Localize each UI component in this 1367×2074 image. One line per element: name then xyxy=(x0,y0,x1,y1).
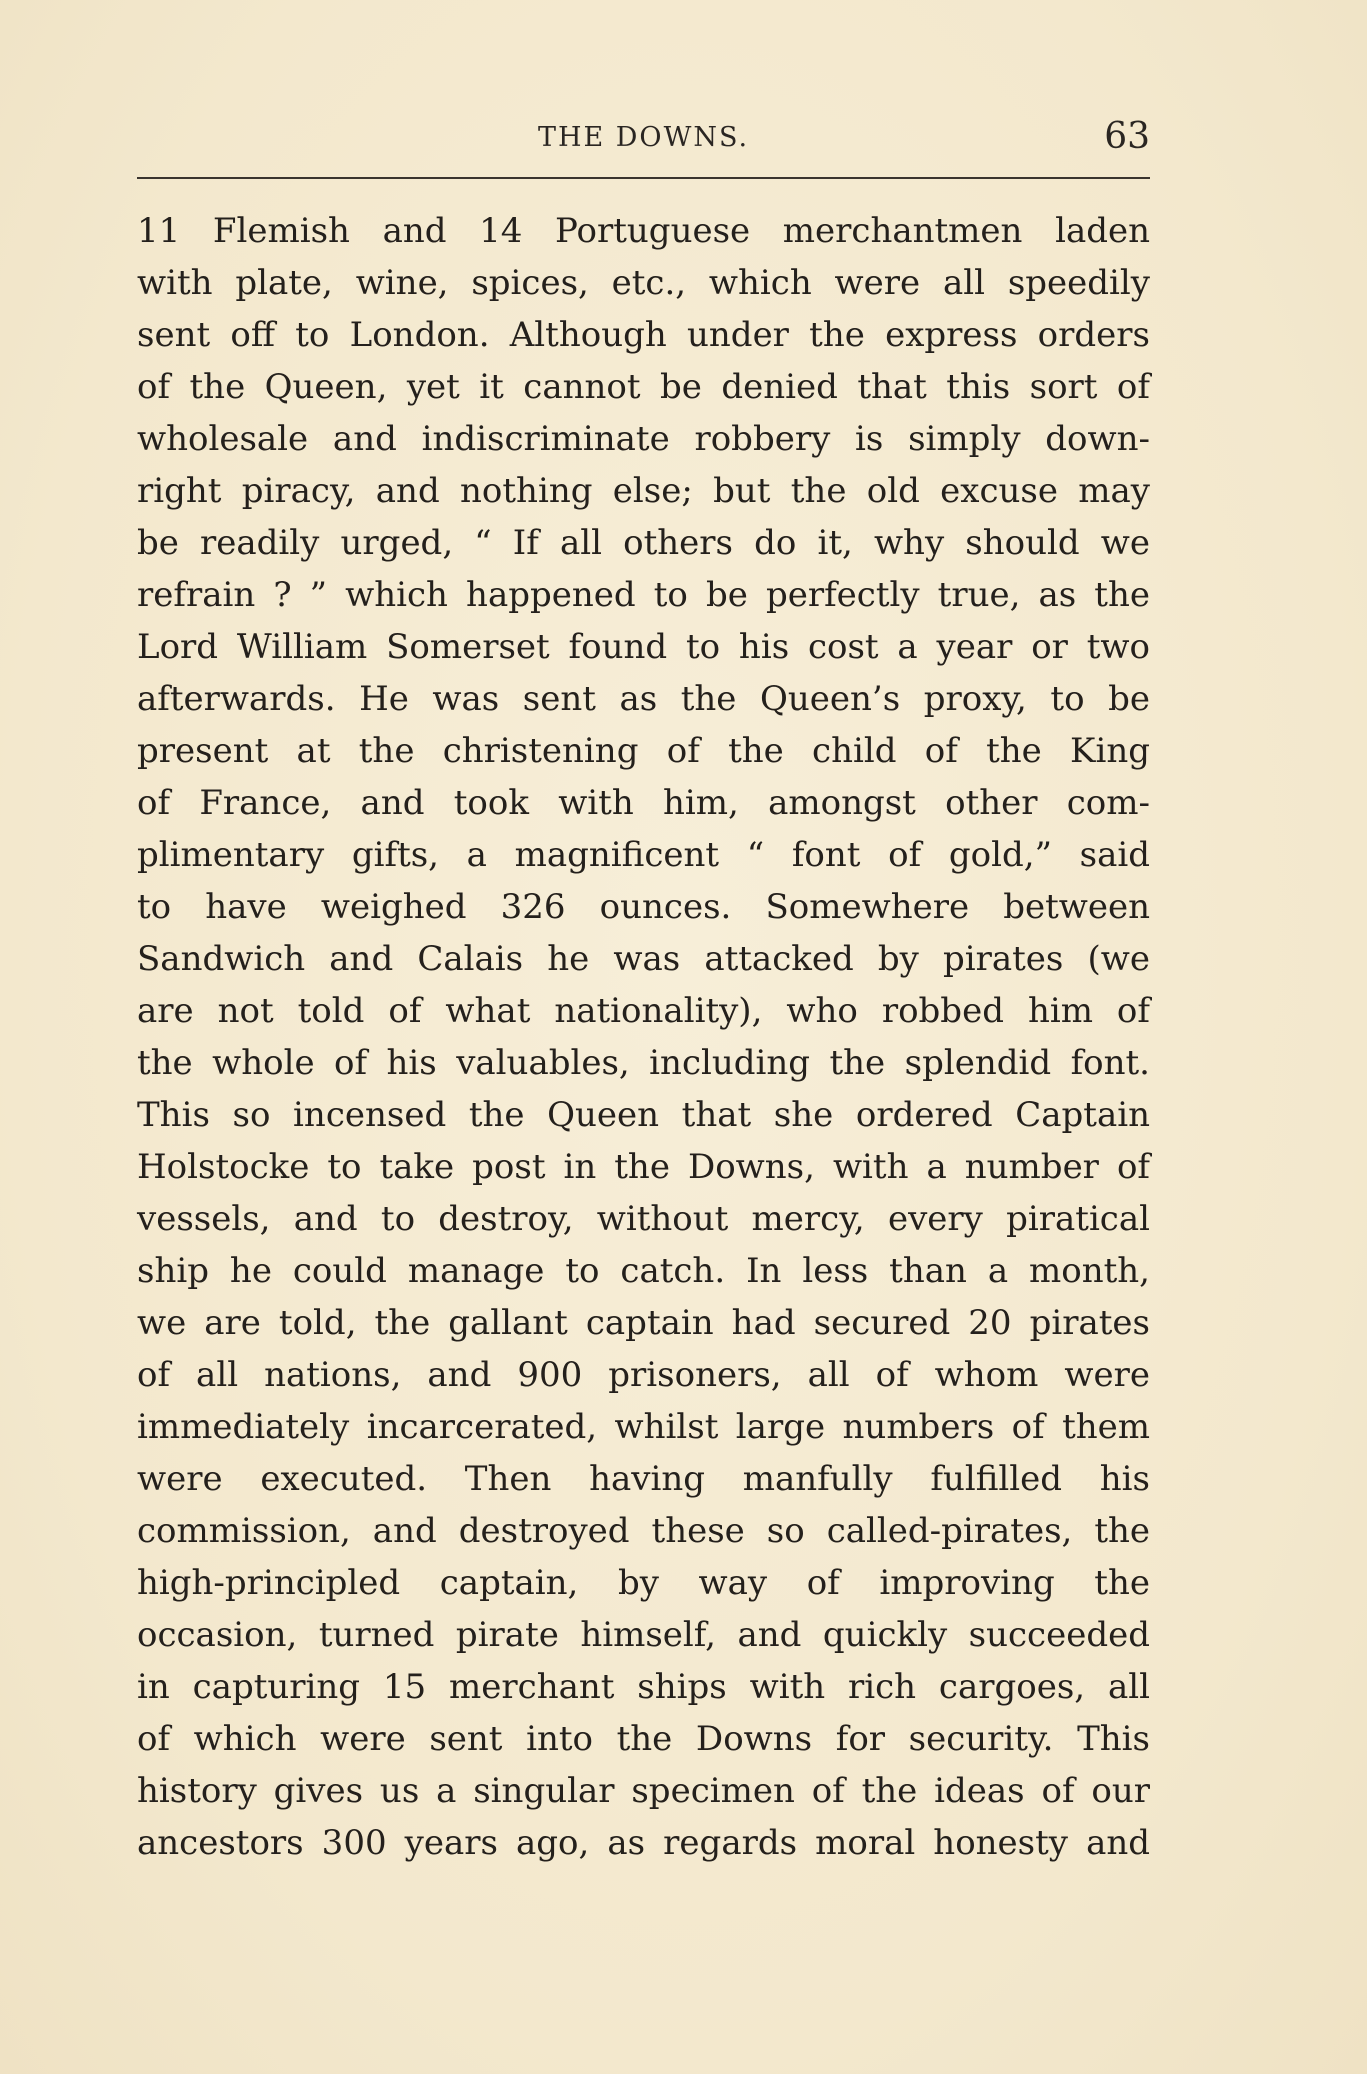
text-line: 11 Flemish and 14 Portuguese merchantmen laden xyxy=(137,211,1150,251)
text-line: commission, and destroyed these so called-pirates, the xyxy=(137,1511,1150,1551)
text-line: were executed. Then having manfully fulfilled his xyxy=(137,1459,1150,1499)
text-line: to have weighed 326 ounces. Somewhere between xyxy=(137,887,1150,927)
text-line: history gives us a singular specimen of the ideas of our xyxy=(137,1771,1150,1811)
running-head xyxy=(137,112,1150,172)
text-line: we are told, the gallant captain had secured 20 pirates xyxy=(137,1303,1150,1343)
text-line: vessels, and to destroy, without mercy, every piratical xyxy=(137,1199,1150,1239)
text-line: ancestors 300 years ago, as regards moral honesty and xyxy=(137,1823,1150,1863)
text-line: are not told of what nationality), who robbed him of xyxy=(137,991,1150,1031)
header-rule xyxy=(137,177,1150,179)
text-line: be readily urged, “ If all others do it, why should we xyxy=(137,523,1150,563)
body-text xyxy=(137,205,1150,1869)
text-line: refrain ? ” which happened to be perfectly true, as the xyxy=(137,575,1150,615)
text-line: Sandwich and Calais he was attacked by pirates (we xyxy=(137,939,1150,979)
text-line: of France, and took with him, amongst other com- xyxy=(137,783,1150,823)
text-line: with plate, wine, spices, etc., which were all speedily xyxy=(137,263,1150,303)
text-line: Holstocke to take post in the Downs, with a number of xyxy=(137,1147,1150,1187)
page-number: 63 xyxy=(1104,116,1150,157)
text-line: ship he could manage to catch. In less than a month, xyxy=(137,1251,1150,1291)
text-line: right piracy, and nothing else; but the old excuse may xyxy=(137,471,1150,511)
text-line: immediately incarcerated, whilst large numbers of them xyxy=(137,1407,1150,1447)
text-line: wholesale and indiscriminate robbery is simply down- xyxy=(137,419,1150,459)
text-line: the whole of his valuables, including the splendid font. xyxy=(137,1043,1150,1083)
text-line: in capturing 15 merchant ships with rich cargoes, all xyxy=(137,1667,1150,1707)
text-line: of the Queen, yet it cannot be denied that this sort of xyxy=(137,367,1150,407)
running-head-title: THE DOWNS. xyxy=(537,122,750,153)
text-line: Lord William Somerset found to his cost a year or two xyxy=(137,627,1150,667)
text-line: high-principled captain, by way of improving the xyxy=(137,1563,1150,1603)
text-line: plimentary gifts, a magnificent “ font of gold,” said xyxy=(137,835,1150,875)
text-line: present at the christening of the child of the King xyxy=(137,731,1150,771)
text-line: This so incensed the Queen that she ordered Captain xyxy=(137,1095,1150,1135)
text-line: sent off to London. Although under the express orders xyxy=(137,315,1150,355)
text-line: of which were sent into the Downs for security. This xyxy=(137,1719,1150,1759)
text-line: of all nations, and 900 prisoners, all of whom were xyxy=(137,1355,1150,1395)
text-line: occasion, turned pirate himself, and quickly succeeded xyxy=(137,1615,1150,1655)
text-line: afterwards. He was sent as the Queen’s proxy, to be xyxy=(137,679,1150,719)
